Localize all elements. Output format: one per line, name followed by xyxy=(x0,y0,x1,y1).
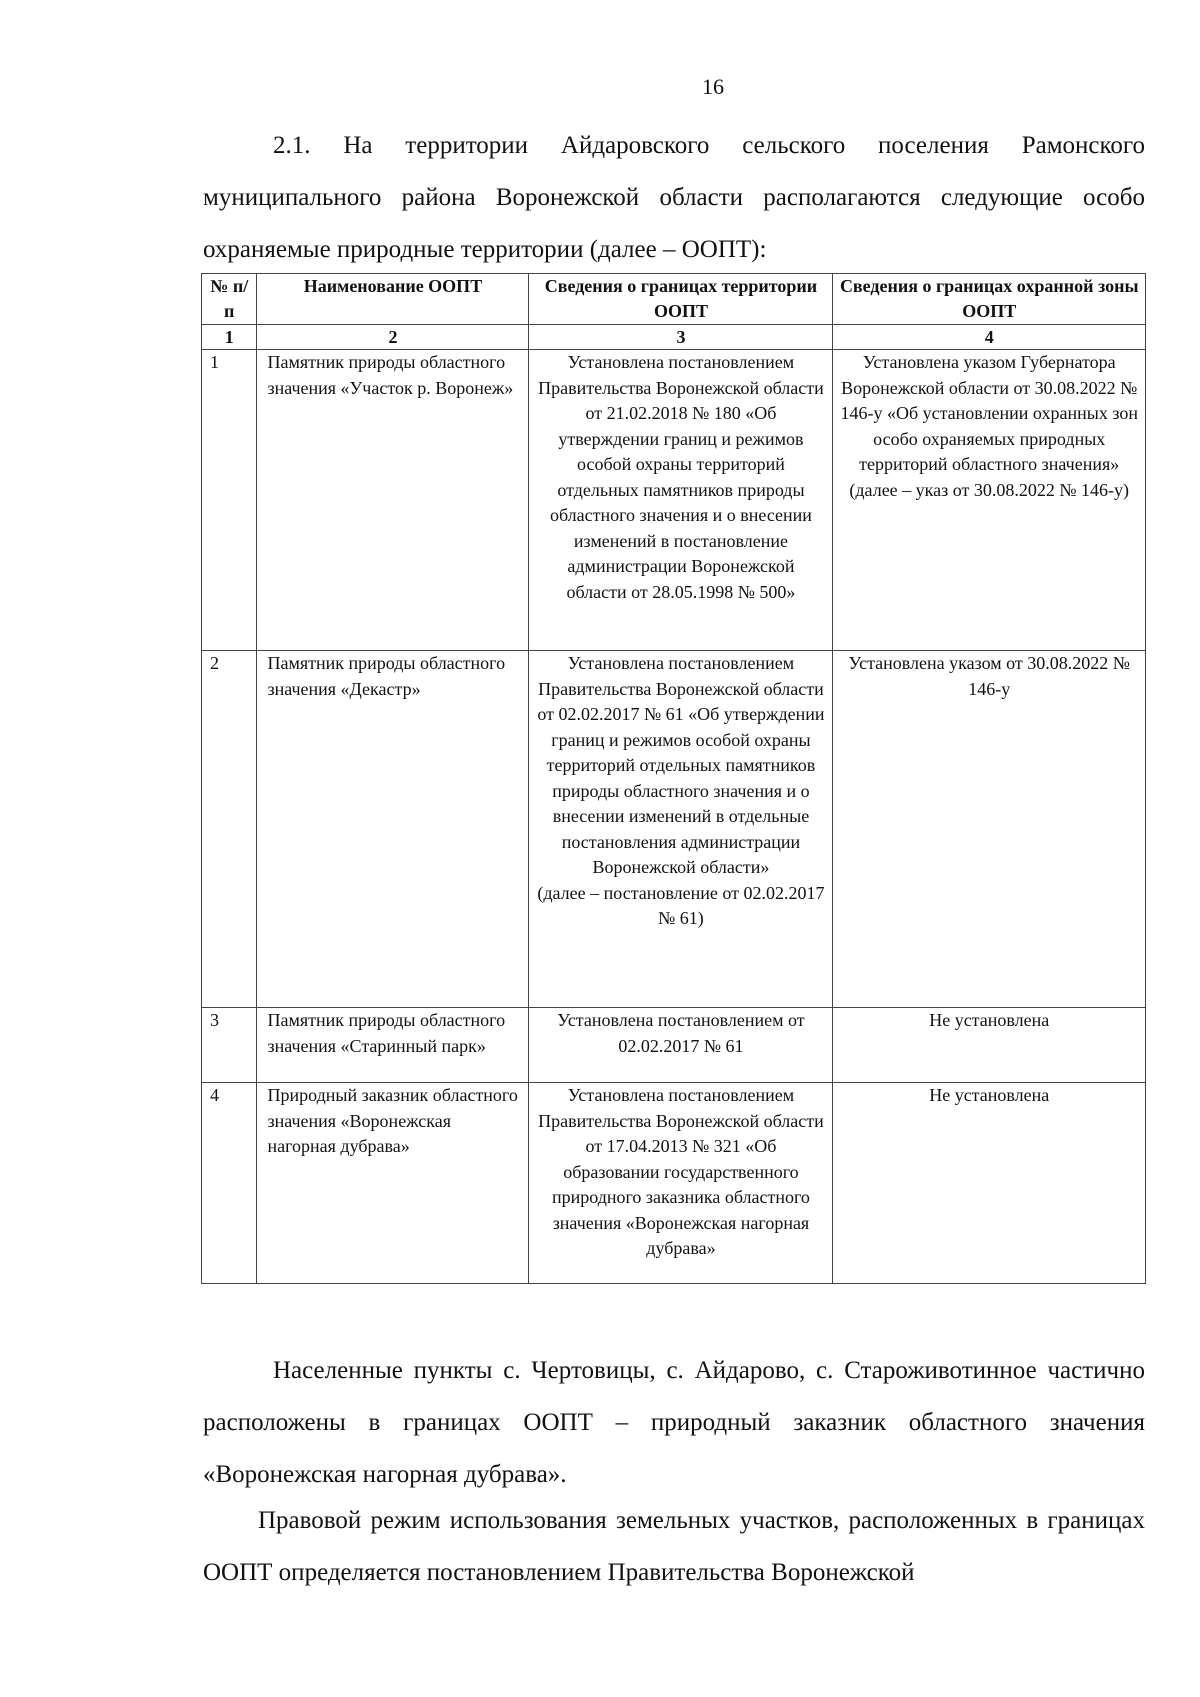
table-header-row xyxy=(202,274,1146,325)
column-number: 4 xyxy=(833,325,1146,350)
table-row xyxy=(202,651,1146,1008)
table-row xyxy=(202,1008,1146,1083)
page-number: 16 xyxy=(702,74,724,99)
row-number: 1 xyxy=(202,350,257,651)
row-territory: Установлена постановлением Правительства Воронежской области от 17.04.2013 № 321 «Об образовании государственного природного заказника областного значения «Воронежская нагорная дубрава» xyxy=(529,1083,833,1284)
row-number: 2 xyxy=(202,651,257,1008)
intro-paragraph: 2.1. На территории Айдаровского сельского поселения Рамонского муниципального района Воронежской области располагаются следующие особо охраняемые природные территории (далее – ООПТ): xyxy=(203,132,1145,263)
column-number: 2 xyxy=(257,325,529,350)
table-row xyxy=(202,1083,1146,1284)
row-name: Памятник природы областного значения «Старинный парк» xyxy=(257,1008,529,1083)
oopt-table xyxy=(201,273,1146,1284)
header-num: № п/п xyxy=(202,274,257,325)
row-zone: Установлена указом Губернатора Воронежской области от 30.08.2022 № 146-у «Об установлении охранных зон особо охраняемых природных территорий областного значения» (далее – указ от 30.08.2022 № 146-у) xyxy=(833,350,1146,651)
row-territory: Установлена постановлением Правительства Воронежской области от 21.02.2018 № 180 «Об утверждении границ и режимов особой охраны территорий отдельных памятников природы областного значения и о внесении изменений в постановление администрации Воронежской области от 28.05.1998 № 500» xyxy=(529,350,833,651)
row-name: Природный заказник областного значения «Воронежская нагорная дубрава» xyxy=(257,1083,529,1284)
column-number: 1 xyxy=(202,325,257,350)
column-number: 3 xyxy=(529,325,833,350)
header-name: Наименование ООПТ xyxy=(257,274,529,325)
row-name: Памятник природы областного значения «Декастр» xyxy=(257,651,529,1008)
row-name: Памятник природы областного значения «Участок р. Воронеж» xyxy=(257,350,529,651)
row-territory: Установлена постановлением от 02.02.2017 № 61 xyxy=(529,1008,833,1083)
column-number-row xyxy=(202,325,1146,350)
row-number: 4 xyxy=(202,1083,257,1284)
header-territory: Сведения о границах территории ООПТ xyxy=(529,274,833,325)
row-territory: Установлена постановлением Правительства Воронежской области от 02.02.2017 № 61 «Об утверждении границ и режимов особой охраны территорий отдельных памятников природы областного значения и о внесении изменений в отдельные постановления администрации Воронежской области» (далее – постановление от 02.02.2017 № 61) xyxy=(529,651,833,1008)
table-row xyxy=(202,350,1146,651)
legal-regime-paragraph: Правовой режим использования земельных участков, расположенных в границах ООПТ определяется постановлением Правительства Воронежской xyxy=(203,1507,1145,1586)
row-number: 3 xyxy=(202,1008,257,1083)
header-zone: Сведения о границах охранной зоны ООПТ xyxy=(833,274,1146,325)
row-zone: Не установлена xyxy=(833,1008,1146,1083)
row-zone: Не установлена xyxy=(833,1083,1146,1284)
row-zone: Установлена указом от 30.08.2022 № 146-у xyxy=(833,651,1146,1008)
settlements-paragraph: Населенные пункты с. Чертовицы, с. Айдарово, с. Староживотинное частично расположены в границах ООПТ – природный заказник областного значения «Воронежская нагорная дубрава». xyxy=(203,1357,1145,1488)
